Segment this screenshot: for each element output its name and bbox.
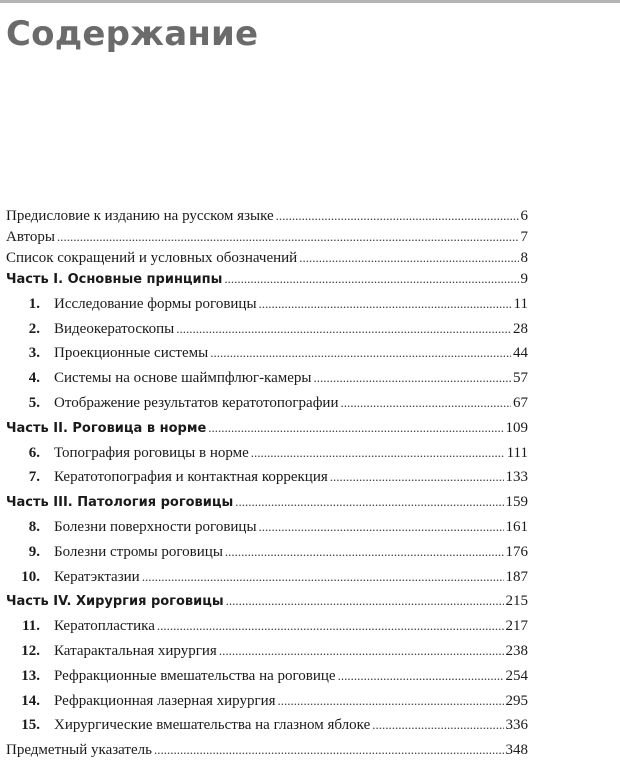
toc-chapter[interactable] (6, 296, 528, 321)
dot-leader (210, 345, 511, 361)
part-page: 215 (505, 593, 528, 610)
dot-leader (259, 519, 504, 535)
dot-leader (314, 370, 511, 386)
chapter-number: 7. (28, 469, 40, 486)
chapter-number: 14. (21, 692, 40, 709)
dot-leader (276, 208, 519, 224)
dot-leader (224, 271, 518, 287)
entry-page: 348 (505, 742, 528, 759)
chapter-title: Катарактальная хирургия (54, 642, 217, 659)
toc-part-2[interactable] (6, 420, 528, 445)
toc-entry-index[interactable] (6, 742, 528, 763)
entry-page: 6 (520, 208, 528, 224)
entry-title: Авторы (6, 229, 55, 245)
chapter-number: 12. (21, 642, 40, 659)
toc-chapter[interactable] (6, 618, 528, 643)
entry-title: Предисловие к изданию на русском языке (6, 208, 274, 224)
dot-leader (219, 643, 504, 659)
toc-part-4[interactable] (6, 593, 528, 618)
toc-chapter[interactable] (6, 693, 528, 718)
entry-title: Список сокращений и условных обозначений (6, 250, 298, 266)
chapter-title: Рефракционные вмешательства на роговице (54, 667, 336, 684)
chapter-page: 67 (513, 394, 528, 411)
chapter-number: 9. (28, 543, 40, 560)
entry-title: Предметный указатель (6, 742, 152, 759)
chapter-number: 1. (28, 295, 40, 312)
dot-leader (372, 717, 503, 733)
chapter-page: 11 (513, 295, 528, 312)
dot-leader (251, 445, 505, 461)
chapter-page: 161 (505, 518, 528, 535)
toc-chapter[interactable] (6, 395, 528, 420)
dot-leader (57, 229, 519, 245)
toc-chapter[interactable] (6, 544, 528, 569)
dot-leader (176, 321, 511, 337)
toc-entry-abbreviations[interactable] (6, 250, 528, 271)
chapter-title: Хирургические вмешательства на глазном яблоке (54, 717, 371, 734)
chapter-number: 3. (28, 345, 40, 362)
toc-part-3[interactable] (6, 494, 528, 519)
chapter-number: 5. (28, 394, 40, 411)
entry-page: 7 (520, 229, 528, 245)
chapter-number: 4. (28, 370, 40, 387)
dot-leader (278, 693, 504, 709)
chapter-page: 111 (506, 444, 528, 461)
toc-chapter[interactable] (6, 321, 528, 346)
chapter-title: Кератотопография и контактная коррекция (54, 469, 328, 486)
dot-leader (259, 296, 512, 312)
toc-chapter[interactable] (6, 370, 528, 395)
chapter-number: 15. (21, 717, 40, 734)
dot-leader (299, 250, 518, 266)
chapter-page: 254 (505, 667, 528, 684)
part-title: Часть I. Основные принципы (6, 272, 223, 287)
chapter-title: Кератопластика (54, 618, 155, 635)
part-page: 109 (505, 419, 528, 436)
dot-leader (338, 668, 504, 684)
chapter-page: 238 (505, 642, 528, 659)
toc-chapter[interactable] (6, 445, 528, 470)
chapter-number: 10. (21, 568, 40, 585)
chapter-page: 57 (513, 370, 528, 387)
chapter-title: Кератэктазии (54, 568, 140, 585)
part-title: Часть IV. Хирургия роговицы (6, 594, 224, 610)
table-of-contents (6, 208, 528, 763)
toc-chapter[interactable] (6, 643, 528, 668)
dot-leader (330, 469, 504, 485)
chapter-page: 295 (505, 692, 528, 709)
dot-leader (225, 544, 504, 560)
top-rule (0, 0, 620, 3)
dot-leader (154, 742, 504, 758)
toc-chapter[interactable] (6, 345, 528, 370)
dot-leader (208, 420, 503, 436)
chapter-page: 336 (505, 717, 528, 734)
toc-entry-preface[interactable] (6, 208, 528, 229)
chapter-title: Болезни поверхности роговицы (54, 518, 257, 535)
chapter-number: 11. (22, 618, 40, 635)
chapter-page: 187 (505, 568, 528, 585)
page-title: Содержание (6, 14, 259, 54)
chapter-page: 28 (513, 320, 528, 337)
dot-leader (235, 494, 503, 510)
toc-chapter[interactable] (6, 717, 528, 742)
part-title: Часть II. Роговица в норме (6, 420, 207, 436)
part-title: Часть III. Патология роговицы (6, 495, 234, 511)
dot-leader (157, 618, 504, 634)
dot-leader (142, 569, 504, 585)
chapter-page: 176 (505, 543, 528, 560)
toc-part-1[interactable] (6, 271, 528, 296)
toc-chapter[interactable] (6, 469, 528, 494)
dot-leader (340, 395, 511, 411)
chapter-title: Видеокератоскопы (54, 320, 175, 337)
chapter-title: Системы на основе шаймпфлюг-камеры (54, 370, 312, 387)
dot-leader (226, 593, 504, 609)
chapter-title: Рефракционная лазерная хирургия (54, 692, 276, 709)
chapter-page: 217 (505, 618, 528, 635)
toc-chapter[interactable] (6, 569, 528, 594)
chapter-title: Исследование формы роговицы (54, 295, 257, 312)
chapter-title: Отображение результатов кератотопографии (54, 394, 339, 411)
chapter-title: Проекционные системы (54, 345, 209, 362)
toc-chapter[interactable] (6, 668, 528, 693)
chapter-page: 133 (505, 469, 528, 486)
chapter-title: Топография роговицы в норме (54, 444, 249, 461)
chapter-number: 6. (28, 444, 40, 461)
part-page: 9 (520, 271, 528, 287)
toc-entry-authors[interactable] (6, 229, 528, 250)
toc-chapter[interactable] (6, 519, 528, 544)
entry-page: 8 (520, 250, 528, 266)
part-page: 159 (505, 494, 528, 511)
chapter-number: 13. (21, 667, 40, 684)
chapter-number: 8. (28, 518, 40, 535)
chapter-page: 44 (513, 345, 528, 362)
chapter-number: 2. (28, 320, 40, 337)
chapter-title: Болезни стромы роговицы (54, 543, 223, 560)
